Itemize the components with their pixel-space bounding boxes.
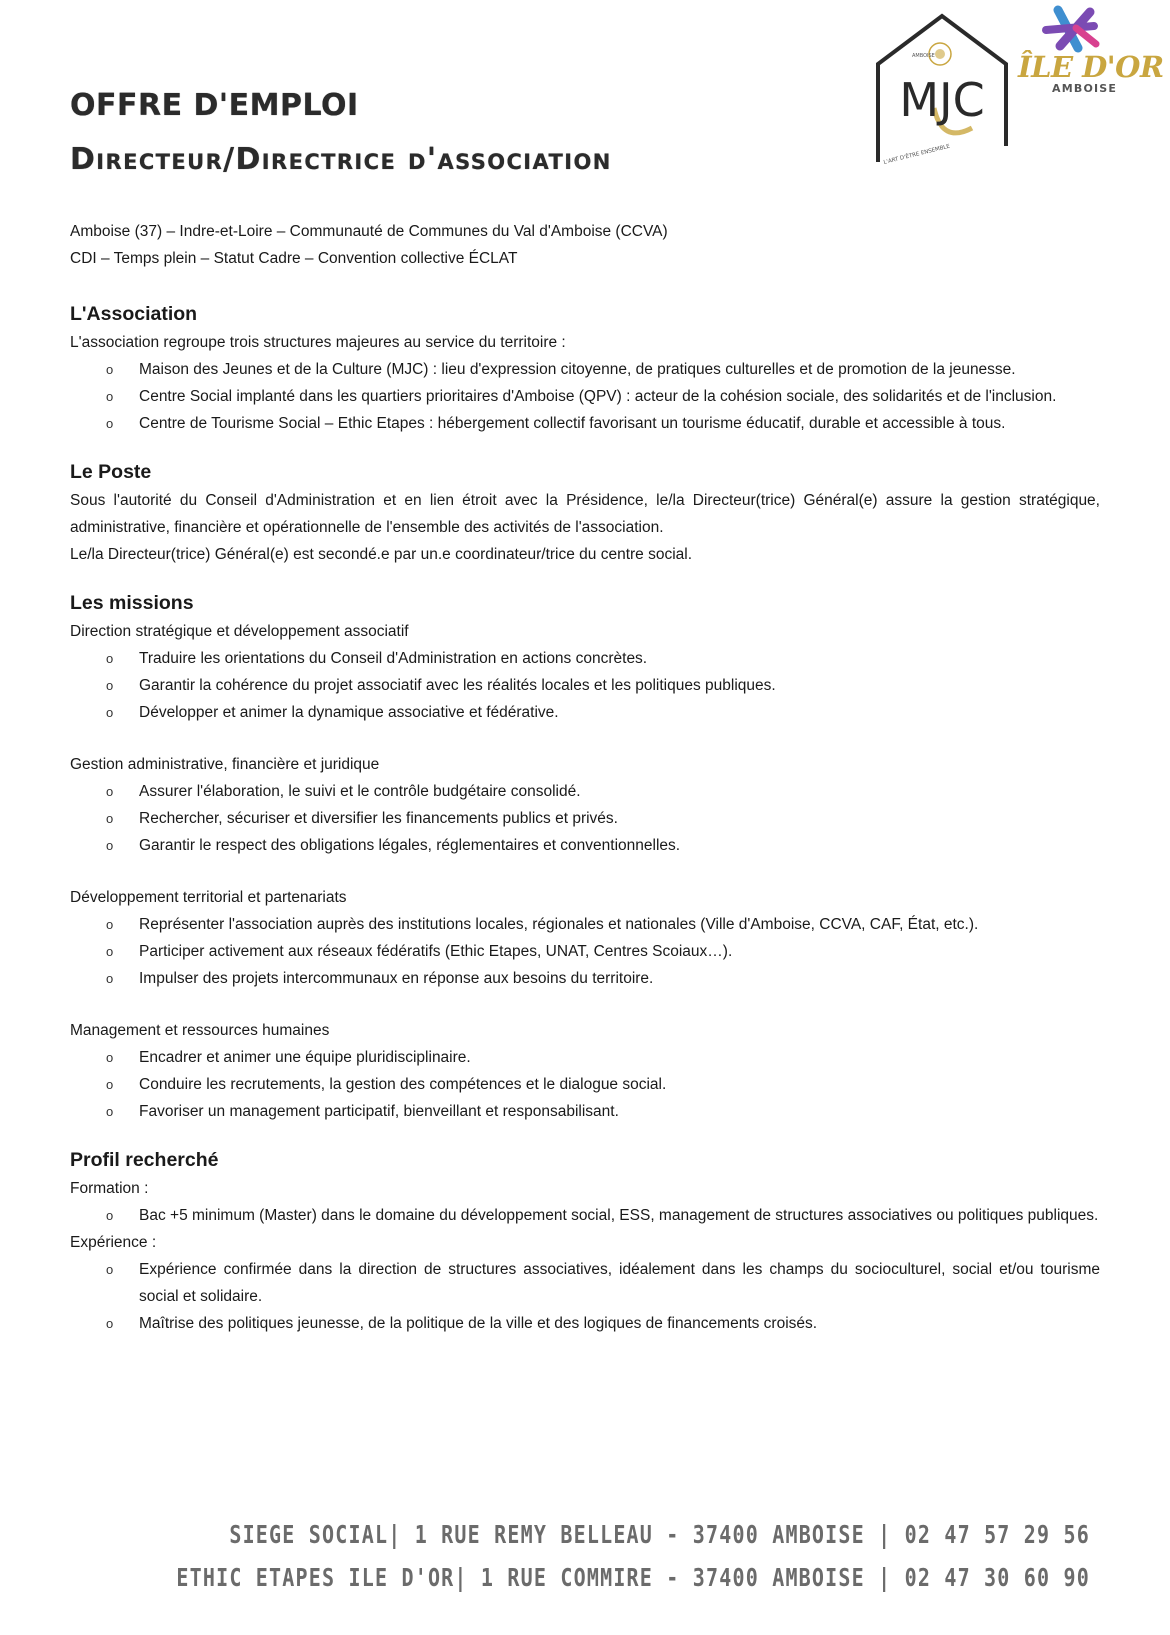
mjc-text: MJC (899, 73, 985, 127)
formation-label: Formation : (70, 1180, 149, 1197)
mission-list (70, 1044, 1100, 1125)
experience-list (70, 1256, 1100, 1337)
list-item: o Centre Social implanté dans les quartiers prioritaires d'Amboise (QPV) : acteur de la cohésion sociale, des solidarités et de l'inclusion. (70, 383, 1100, 410)
list-item: o Maîtrise des politiques jeunesse, de la politique de la ville et des logiques de financements croisés. (70, 1310, 1100, 1337)
section-heading: L'Association (70, 303, 198, 325)
footer-address-ethic-etapes: ETHIC ETAPES ILE D'OR| 1 RUE COMMIRE - 37400 AMBOISE | 02 47 30 60 90 (176, 1562, 1090, 1592)
page-subtitle: Directeur/Directrice d'association (70, 142, 612, 177)
mjc-ring-text: AMBOISE (912, 53, 935, 59)
mission-group-title: Gestion administrative, financière et juridique (70, 756, 380, 773)
mission-list (70, 645, 1100, 726)
list-item: o Bac +5 minimum (Master) dans le domaine du développement social, ESS, management de structures associatives ou politiques publiques. (70, 1202, 1100, 1229)
list-item: o Garantir la cohérence du projet associatif avec les réalités locales et les politiques publiques. (70, 672, 1100, 699)
mjc-logo (872, 12, 1012, 174)
mission-group-title: Management et ressources humaines (70, 1022, 330, 1039)
document-body (70, 218, 1100, 1337)
poste-paragraph: Le/la Directeur(trice) Général(e) est secondé.e par un.e coordinateur/trice du centre social. (70, 546, 693, 563)
mission-list (70, 911, 1100, 992)
list-item: o Garantir le respect des obligations légales, réglementaires et conventionnelles. (70, 832, 1100, 859)
list-item: o Expérience confirmée dans la direction de structures associatives, idéalement dans les champs du socioculturel, social et/ou tourisme social et solidaire. (70, 1256, 1100, 1310)
list-item: o Assurer l'élaboration, le suivi et le contrôle budgétaire consolidé. (70, 778, 1100, 805)
ile-dor-logo-text: ÎLE D'OR (1018, 50, 1164, 84)
formation-list (70, 1202, 1100, 1229)
section-association (70, 299, 1100, 437)
list-item: o Encadrer et animer une équipe pluridisciplinaire. (70, 1044, 1100, 1071)
association-list (70, 356, 1100, 437)
page-title: OFFRE D'EMPLOI (70, 88, 359, 123)
list-item: o Développer et animer la dynamique associative et fédérative. (70, 699, 1100, 726)
list-item: o Participer activement aux réseaux fédératifs (Ethic Etapes, UNAT, Centres Scoiaux…). (70, 938, 1100, 965)
list-item: o Traduire les orientations du Conseil d'Administration en actions concrètes. (70, 645, 1100, 672)
experience-label: Expérience : (70, 1234, 157, 1251)
mission-group-title: Direction stratégique et développement associatif (70, 623, 409, 640)
section-profil (70, 1145, 1100, 1337)
section-heading: Profil recherché (70, 1149, 219, 1171)
footer-address-siege: SIEGE SOCIAL| 1 RUE REMY BELLEAU - 37400 AMBOISE | 02 47 57 29 56 (229, 1519, 1090, 1549)
intro-contract: CDI – Temps plein – Statut Cadre – Convention collective ÉCLAT (70, 250, 518, 267)
list-item: o Centre de Tourisme Social – Ethic Etapes : hébergement collectif favorisant un tourisme éducatif, durable et accessible à tous. (70, 410, 1100, 437)
mjc-tagline: L'ART D'ÊTRE ENSEMBLE (883, 143, 951, 166)
list-item: o Rechercher, sécuriser et diversifier les financements publics et privés. (70, 805, 1100, 832)
list-item: o Impulser des projets intercommunaux en réponse aux besoins du territoire. (70, 965, 1100, 992)
mission-group-title: Développement territorial et partenariats (70, 889, 347, 906)
mission-list (70, 778, 1100, 859)
intro-location: Amboise (37) – Indre-et-Loire – Communauté de Communes du Val d'Amboise (CCVA) (70, 223, 668, 240)
section-poste (70, 457, 1100, 568)
list-item: o Favoriser un management participatif, bienveillant et responsabilisant. (70, 1098, 1100, 1125)
list-item: o Représenter l'association auprès des institutions locales, régionales et nationales (Ville d'Amboise, CCVA, CAF, État, etc.). (70, 911, 1100, 938)
poste-paragraph: Sous l'autorité du Conseil d'Administration et en lien étroit avec la Présidence, le/la Directeur(trice) Général(e) assure la gestion stratégique, administrative, financière et opérationnelle de l'ensemble des activités de l'association. (70, 492, 1100, 536)
list-item: o Conduire les recrutements, la gestion des compétences et le dialogue social. (70, 1071, 1100, 1098)
section-heading: Le Poste (70, 461, 152, 483)
section-heading: Les missions (70, 592, 194, 614)
list-item: o Maison des Jeunes et de la Culture (MJC) : lieu d'expression citoyenne, de pratiques culturelles et de promotion de la jeunesse. (70, 356, 1100, 383)
section-missions (70, 588, 1100, 1125)
association-lead: L'association regroupe trois structures majeures au service du territoire : (70, 334, 566, 351)
ile-dor-logo-subtext: AMBOISE (1052, 82, 1118, 95)
